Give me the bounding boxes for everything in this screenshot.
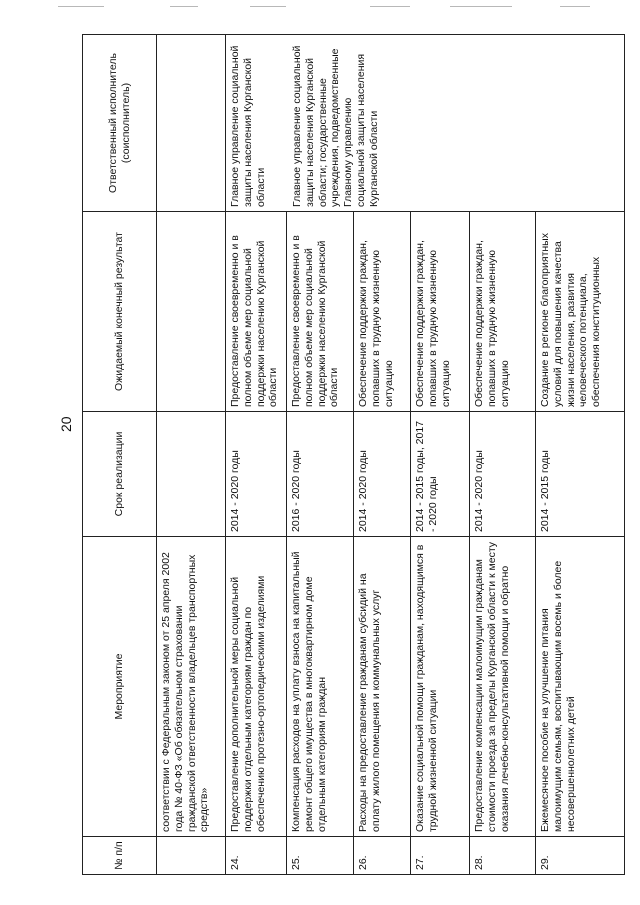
row-period: 2016 - 2020 годы: [287, 412, 354, 537]
row-num: [157, 837, 226, 875]
row-num: 27.: [411, 837, 470, 875]
row-result: Обеспечение поддержки граждан, попавших в трудную жизненную ситуацию: [470, 212, 536, 412]
responsible-text-25: Главное управление социальной защиты населения Курганской области; государственные учреждения, подведомственные Главному управлению социальной защиты населения Курганской области: [291, 45, 380, 207]
row-event: соответствии с Федеральным законом от 25 апреля 2002 года № 40-ФЗ «Об обязательном страховании гражданской ответственности владельцев транспортных средств»: [157, 537, 226, 837]
responsible-text-24: Главное управление социальной защиты населения Курганской области: [229, 45, 267, 207]
row-event: Предоставление дополнительной меры социальной поддержки отдельным категориям граждан по обеспечению протезно-ортопедическими изделиями: [226, 537, 287, 837]
row-period: 2014 - 2015 годы, 2017 - 2020 годы: [411, 412, 470, 537]
scan-artifact: [370, 6, 410, 7]
row-result: Обеспечение поддержки граждан, попавших в трудную жизненную ситуацию: [411, 212, 470, 412]
header-period: Срок реализации: [83, 412, 157, 537]
row-result: Предоставление своевременно и в полном объеме мер социальной поддержки населению Курганской области: [287, 212, 354, 412]
row-event: Предоставление компенсации малоимущим гражданам стоимости проезда за пределы Курганской области к месту оказания лечебно-консультативной помощи и обратно: [470, 537, 536, 837]
page-number: 20: [58, 416, 74, 432]
scan-artifact: [450, 6, 512, 7]
table-row: [226, 35, 287, 875]
header-responsible: Ответственный исполнитель (соисполнитель): [83, 35, 157, 212]
header-event: Мероприятие: [83, 537, 157, 837]
row-result: Предоставление своевременно и в полном объеме мер социальной поддержки населению Курганской области: [226, 212, 287, 412]
table-header-row: [83, 35, 157, 875]
row-event: Оказание социальной помощи гражданам, находящимся в трудной жизненной ситуации: [411, 537, 470, 837]
row-num: 25.: [287, 837, 354, 875]
scan-artifact: [250, 6, 286, 7]
row-num: 28.: [470, 837, 536, 875]
row-event: Компенсация расходов на уплату взноса на капитальный ремонт общего имущества в многоквартирном доме отдельным категориям граждан: [287, 537, 354, 837]
row-period: 2014 - 2020 годы: [470, 412, 536, 537]
scan-artifact: [560, 6, 590, 7]
header-result: Ожидаемый конечный результат: [83, 212, 157, 412]
scan-artifact: [58, 6, 104, 7]
row-num: 29.: [536, 837, 625, 875]
header-num: № п/п: [83, 837, 157, 875]
scan-artifact: [170, 6, 198, 7]
row-responsible: [226, 35, 625, 212]
row-period: 2014 - 2020 годы: [226, 412, 287, 537]
table-row: [157, 35, 226, 875]
row-num: 26.: [354, 837, 411, 875]
row-event: Расходы на предоставление гражданам субсидий на оплату жилого помещения и коммунальных услуг: [354, 537, 411, 837]
row-result: Обеспечение поддержки граждан, попавших в трудную жизненную ситуацию: [354, 212, 411, 412]
row-event: Ежемесячное пособие на улучшение питания малоимущим семьям, воспитывающим восемь и более несовершеннолетних детей: [536, 537, 625, 837]
row-result: Создание в регионе благоприятных условий для повышения качества жизни населения, развития человеческого потенциала, обеспечения конституционных: [536, 212, 625, 412]
row-responsible: [157, 35, 226, 212]
row-period: 2014 - 2020 годы: [354, 412, 411, 537]
row-period: [157, 412, 226, 537]
row-num: 24.: [226, 837, 287, 875]
rotated-table-container: [82, 35, 624, 875]
row-result: [157, 212, 226, 412]
row-period: 2014 - 2015 годы: [536, 412, 625, 537]
program-events-table: [82, 34, 625, 875]
